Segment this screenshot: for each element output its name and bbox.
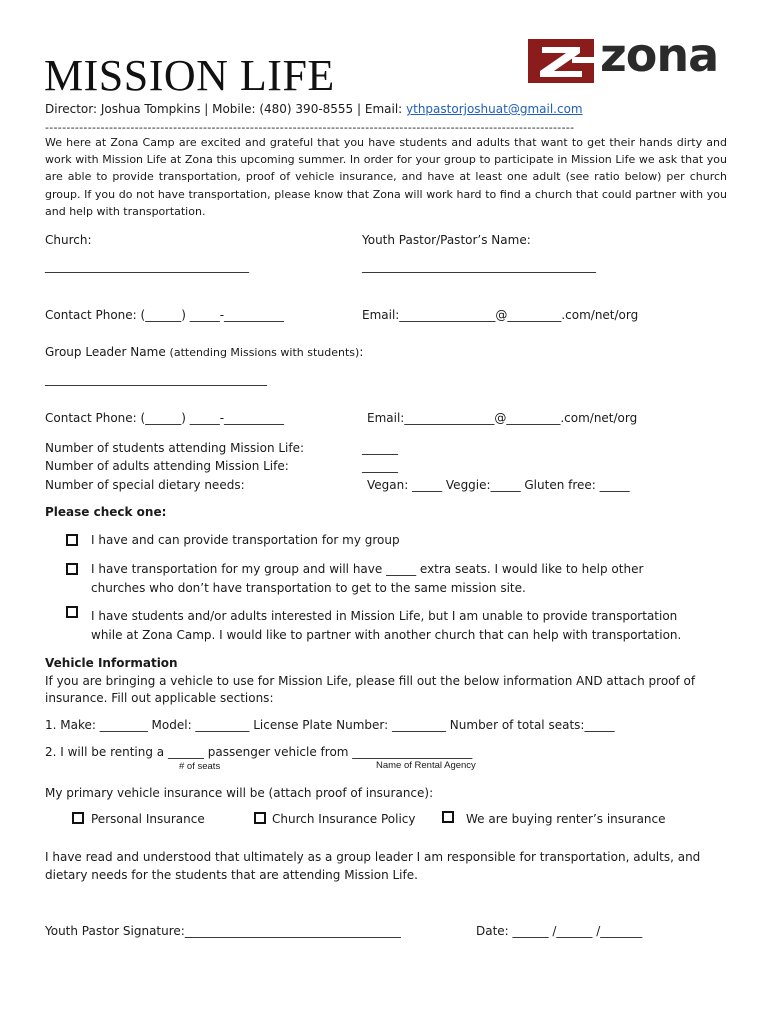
vehicle-intro-line1: If you are bringing a vehicle to use for Mission Life, please fill out the below information AND attach proof of xyxy=(45,674,696,688)
rental-agency-note: Name of Rental Agency xyxy=(376,760,476,771)
pastor-label: Youth Pastor/Pastor’s Name: xyxy=(362,233,531,247)
group-leader-label xyxy=(45,345,363,359)
director-info xyxy=(45,102,583,116)
adults-count-field[interactable]: ______ xyxy=(362,459,398,473)
statement-line2: dietary needs for the students that are attending Mission Life. xyxy=(45,868,418,882)
option3-label-line1: I have students and/or adults interested in Mission Life, but I am unable to provide transportation xyxy=(91,609,678,623)
statement-line1: I have read and understood that ultimately as a group leader I am responsible for transportation, adults, and xyxy=(45,850,701,864)
church-label: Church: xyxy=(45,233,92,247)
personal-insurance-label: Personal Insurance xyxy=(91,812,205,826)
email-field-1[interactable]: Email:________________@_________.com/net/org xyxy=(362,308,639,322)
transport-extra-seats-checkbox[interactable] xyxy=(66,563,78,575)
option2-label-line2: churches who don’t have transportation to get to the same mission site. xyxy=(91,581,526,595)
vehicle-heading: Vehicle Information xyxy=(45,656,178,670)
personal-insurance-checkbox[interactable] xyxy=(72,812,84,824)
pastor-name-field[interactable]: _______________________________________ xyxy=(362,259,596,273)
option1-label: I have and can provide transportation for my group xyxy=(91,533,400,547)
check-heading: Please check one: xyxy=(45,505,167,519)
signature-field[interactable]: Youth Pastor Signature:____________________________________ xyxy=(45,924,401,938)
adults-label: Number of adults attending Mission Life: xyxy=(45,459,289,473)
zona-logo-mark-icon xyxy=(528,39,594,83)
dietary-options-field[interactable]: Vegan: _____ Veggie:_____ Gluten free: _____ xyxy=(367,478,630,492)
church-insurance-checkbox[interactable] xyxy=(254,812,266,824)
option3-label-line2: while at Zona Camp. I would like to partner with another church that can help with transportation. xyxy=(91,628,682,642)
group-leader-note: (attending Missions with students) xyxy=(169,346,360,359)
contact-phone-field-1[interactable]: Contact Phone: (______) _____-__________ xyxy=(45,308,285,322)
dietary-label: Number of special dietary needs: xyxy=(45,478,245,492)
church-field[interactable]: __________________________________ xyxy=(45,259,249,273)
option2-label-line1: I have transportation for my group and will have _____ extra seats. I would like to help other xyxy=(91,562,644,576)
transport-provide-checkbox[interactable] xyxy=(66,534,78,546)
contact-phone-field-2[interactable]: Contact Phone: (______) _____-__________ xyxy=(45,411,285,425)
renters-insurance-label: We are buying renter’s insurance xyxy=(466,812,666,826)
need-partner-checkbox[interactable] xyxy=(66,606,78,618)
date-field[interactable]: Date: ______ /______ /_______ xyxy=(476,924,643,938)
insurance-label: My primary vehicle insurance will be (attach proof of insurance): xyxy=(45,786,434,800)
group-leader-colon: : xyxy=(359,345,364,359)
director-line: Director: Joshua Tompkins | Mobile: (480) 390-8555 | Email: xyxy=(45,102,407,116)
church-insurance-label: Church Insurance Policy xyxy=(272,812,416,826)
rental-vehicle-fields[interactable]: 2. I will be renting a ______ passenger vehicle from ____________________ xyxy=(45,745,473,759)
renters-insurance-checkbox[interactable] xyxy=(442,811,454,823)
vehicle-details-fields[interactable]: 1. Make: ________ Model: _________ License Plate Number: _________ Number of total seats:_____ xyxy=(45,718,615,732)
group-leader-label-text: Group Leader Name xyxy=(45,345,170,359)
group-leader-field[interactable]: _____________________________________ xyxy=(45,372,267,386)
seats-note: # of seats xyxy=(179,761,221,772)
vehicle-intro-line2: insurance. Fill out applicable sections: xyxy=(45,691,274,705)
email-field-2[interactable]: Email:_______________@_________.com/net/org xyxy=(367,411,638,425)
divider-rule: ---------------------------------------------------------------------------------------------------------------------------- xyxy=(45,121,575,134)
director-email-link[interactable]: ythpastorjoshuat@gmail.com xyxy=(406,102,583,116)
students-count-field[interactable]: ______ xyxy=(362,441,398,455)
zona-logo-text: zona xyxy=(600,28,719,82)
intro-paragraph: We here at Zona Camp are excited and grateful that you have students and adults that want to get their hands dirty and work with Mission Life at Zona this upcoming summer. In order for your group to participate in Mission Life we ask that you are able to provide transportation, proof of vehicle insurance, and have at least one adult (see ratio below) per church group. If you do not have transportation, please know that Zona will work hard to find a church that could partner with you and help with transportation. xyxy=(45,136,727,218)
page-title: MISSION LIFE xyxy=(44,51,335,100)
students-label: Number of students attending Mission Life: xyxy=(45,441,305,455)
